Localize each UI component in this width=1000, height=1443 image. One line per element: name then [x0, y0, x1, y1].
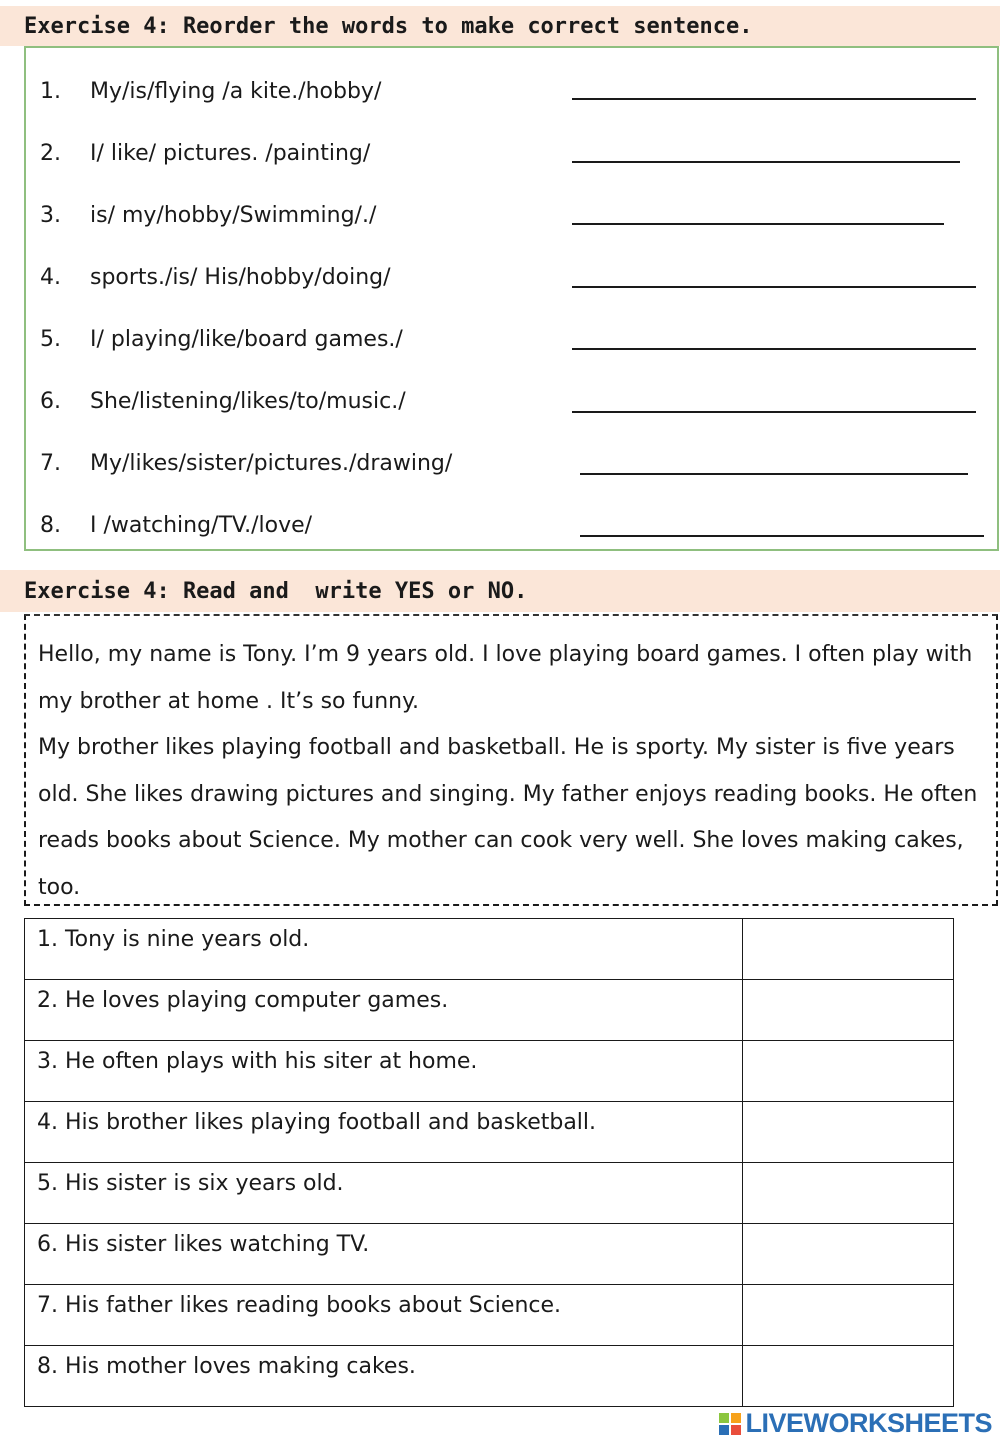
exercise1-title: Exercise 4: Reorder the words to make correct sentence. — [0, 6, 1000, 46]
item-words: My/is/flying /a kite./hobby/ — [90, 78, 382, 104]
statement-3: 3. He often plays with his siter at home. — [25, 1041, 743, 1102]
exercise2-title: Exercise 4: Read and write YES or NO. — [0, 570, 1000, 612]
liveworksheets-logo-icon — [719, 1413, 741, 1435]
table-row — [25, 980, 954, 1041]
reorder-item-8 — [40, 505, 312, 545]
reorder-item-7 — [40, 443, 452, 483]
reorder-item-4 — [40, 257, 391, 297]
item-number: 2. — [40, 140, 61, 166]
liveworksheets-watermark — [719, 1408, 992, 1439]
answer-line-3[interactable] — [572, 223, 944, 225]
statement-6: 6. His sister likes watching TV. — [25, 1224, 743, 1285]
reorder-item-3 — [40, 195, 376, 235]
logo-square-green — [719, 1413, 729, 1423]
answer-line-2[interactable] — [572, 161, 960, 163]
answer-cell-7[interactable] — [743, 1285, 954, 1346]
logo-square-red — [731, 1425, 741, 1435]
answer-line-8[interactable] — [580, 535, 984, 537]
table-row — [25, 1102, 954, 1163]
item-words: My/likes/sister/pictures./drawing/ — [90, 450, 453, 476]
reorder-item-2 — [40, 133, 370, 173]
item-number: 1. — [40, 78, 61, 104]
passage-paragraph-2: My brother likes playing football and basketball. He is sporty. My sister is five years old. She likes drawing pictures and singing. My father enjoys reading books. He often reads books about Science. My mother can cook very well. She loves making cakes, too. — [38, 735, 978, 900]
answer-cell-1[interactable] — [743, 919, 954, 980]
item-number: 6. — [40, 388, 61, 414]
item-words: I/ like/ pictures. /painting/ — [90, 140, 371, 166]
item-number: 4. — [40, 264, 61, 290]
answer-line-6[interactable] — [572, 411, 976, 413]
item-words: is/ my/hobby/Swimming/./ — [90, 202, 377, 228]
item-number: 7. — [40, 450, 61, 476]
watermark-text: LIVEWORKSHEETS — [745, 1408, 992, 1438]
yes-no-table — [24, 918, 954, 1407]
passage-paragraph-1: Hello, my name is Tony. I’m 9 years old. I love playing board games. I often play with my brother at home . It’s so funny. — [38, 642, 973, 714]
item-words: sports./is/ His/hobby/doing/ — [90, 264, 391, 290]
table-row — [25, 1285, 954, 1346]
item-words: She/listening/likes/to/music./ — [90, 388, 406, 414]
exercise1-box — [24, 46, 999, 551]
answer-line-7[interactable] — [580, 473, 968, 475]
logo-square-orange — [731, 1413, 741, 1423]
answer-line-4[interactable] — [572, 286, 976, 288]
answer-line-5[interactable] — [572, 348, 976, 350]
statement-4: 4. His brother likes playing football and basketball. — [25, 1102, 743, 1163]
answer-cell-4[interactable] — [743, 1102, 954, 1163]
answer-cell-2[interactable] — [743, 980, 954, 1041]
statement-8: 8. His mother loves making cakes. — [25, 1346, 743, 1407]
item-number: 8. — [40, 512, 61, 538]
item-number: 3. — [40, 202, 61, 228]
reorder-item-6 — [40, 381, 406, 421]
statement-5: 5. His sister is six years old. — [25, 1163, 743, 1224]
table-row — [25, 1346, 954, 1407]
reorder-item-5 — [40, 319, 403, 359]
item-words: I/ playing/like/board games./ — [90, 326, 403, 352]
table-row — [25, 1163, 954, 1224]
table-row — [25, 1224, 954, 1285]
reorder-item-1 — [40, 71, 381, 111]
answer-line-1[interactable] — [572, 98, 976, 100]
logo-square-blue — [719, 1425, 729, 1435]
answer-cell-3[interactable] — [743, 1041, 954, 1102]
table-row — [25, 919, 954, 980]
reading-passage — [24, 614, 998, 906]
answer-cell-5[interactable] — [743, 1163, 954, 1224]
answer-cell-8[interactable] — [743, 1346, 954, 1407]
statement-7: 7. His father likes reading books about Science. — [25, 1285, 743, 1346]
answer-cell-6[interactable] — [743, 1224, 954, 1285]
item-number: 5. — [40, 326, 61, 352]
statement-2: 2. He loves playing computer games. — [25, 980, 743, 1041]
item-words: I /watching/TV./love/ — [90, 512, 313, 538]
statement-1: 1. Tony is nine years old. — [25, 919, 743, 980]
table-row — [25, 1041, 954, 1102]
